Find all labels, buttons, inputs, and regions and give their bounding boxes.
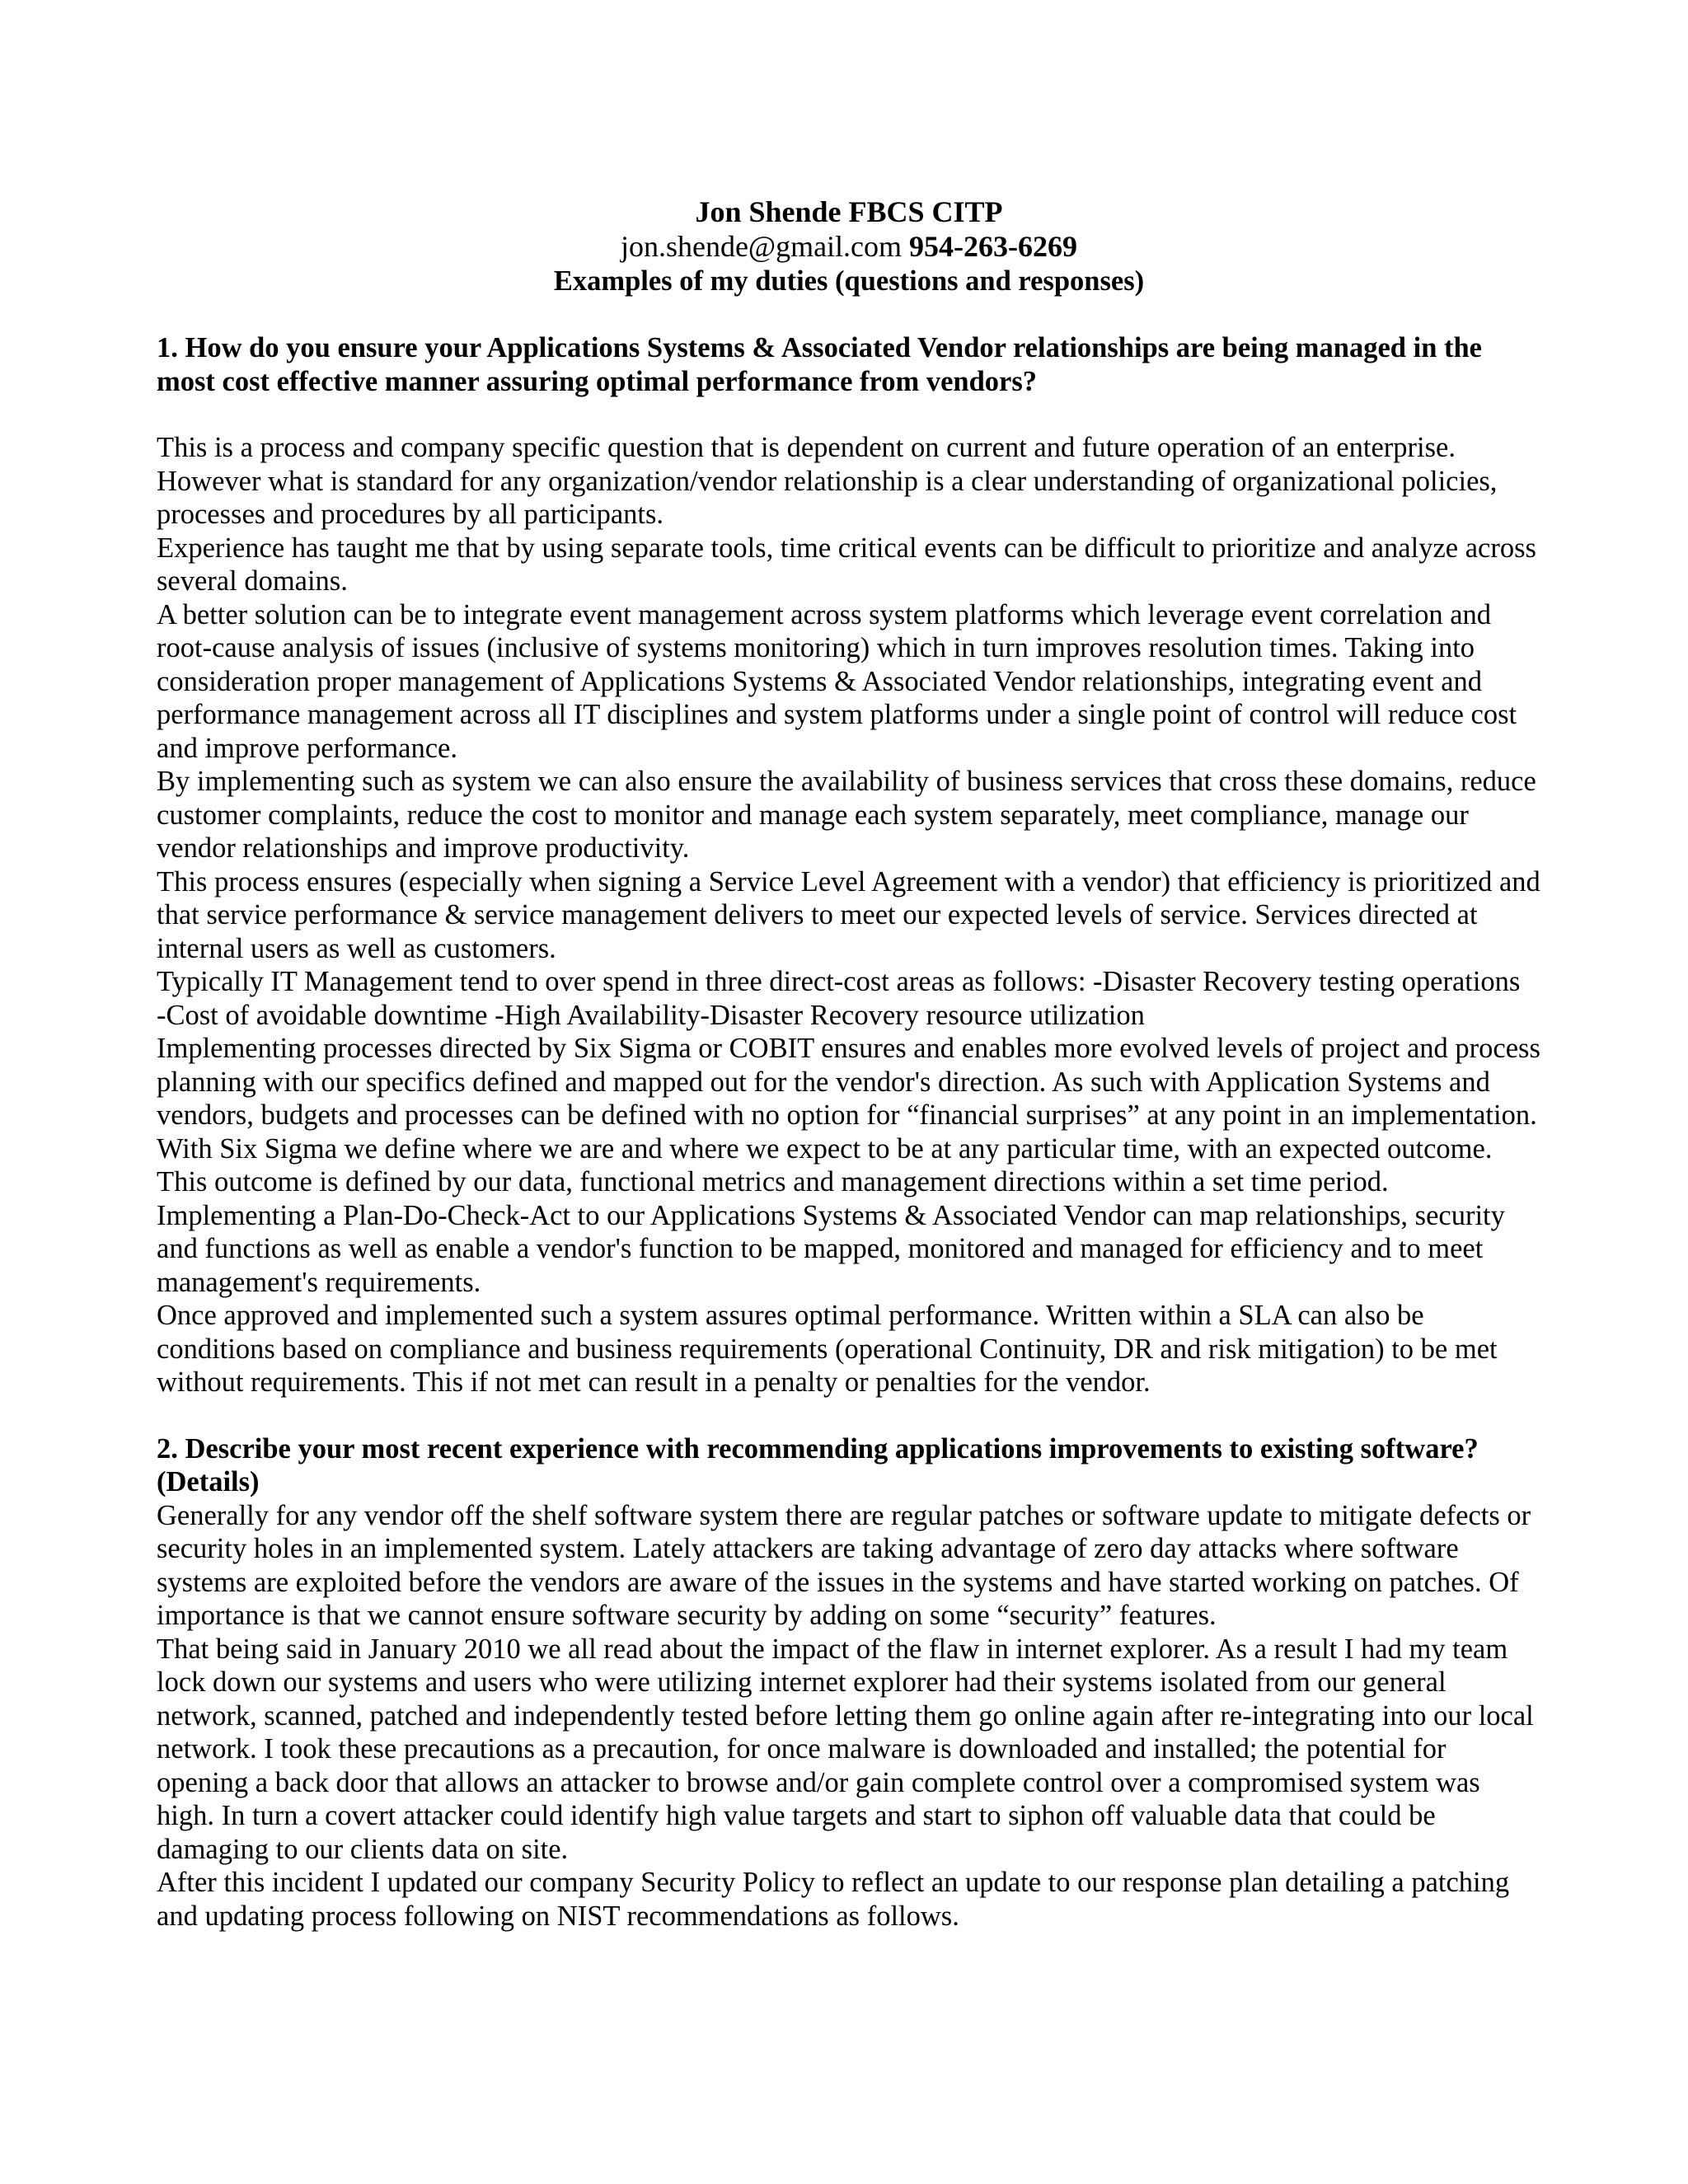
question-2-section xyxy=(157,1432,1541,1933)
spacer xyxy=(157,1399,1541,1432)
author-name: Jon Shende FBCS CITP xyxy=(695,195,1003,228)
question-2: 2. Describe your most recent experience with recommending applications improvements to existing software? (Details) xyxy=(157,1432,1479,1497)
question-1-section xyxy=(157,331,1541,1399)
q1-paragraph: By implementing such as system we can also ensure the availability of business services that cross these domains, reduce customer complaints, reduce the cost to monitor and manage each system separately, meet compliance, manage our vendor relationships and improve productivity. xyxy=(157,766,1536,864)
document-page xyxy=(157,194,1541,1933)
q1-paragraph: With Six Sigma we define where we are and where we expect to be at any particular time, with an expected outcome. This outcome is defined by our data, functional metrics and management directions within a set time period. xyxy=(157,1132,1493,1197)
q2-paragraph: That being said in January 2010 we all read about the impact of the flaw in internet explorer. As a result I had my team lock down our systems and users who were utilizing internet explorer had their systems isolated from our general network, scanned, patched and independently tested before letting them go online again after re-integrating into our local network. I took these precautions as a precaution, for once malware is downloaded and installed; the potential for opening a back door that allows an attacker to browse and/or gain complete control over a compromised system was high. In turn a covert attacker could identify high value targets and start to siphon off valuable data that could be damaging to our clients data on site. xyxy=(157,1633,1534,1865)
q1-paragraph: Implementing a Plan-Do-Check-Act to our Applications Systems & Associated Vendor can map relationships, security and functions as well as enable a vendor's function to be mapped, monitored and managed for efficiency and to meet management's requirements. xyxy=(157,1199,1505,1298)
q1-paragraph: Implementing processes directed by Six Sigma or COBIT ensures and enables more evolved levels of project and process planning with our specifics defined and mapped out for the vendor's direction. As such with Application Systems and vendors, budgets and processes can be defined with no option for “financial surprises” at any point in an implementation. xyxy=(157,1033,1540,1131)
q1-paragraph: Experience has taught me that by using separate tools, time critical events can be difficult to prioritize and analyze across several domains. xyxy=(157,532,1536,597)
author-email: jon.shende@gmail.com xyxy=(620,230,903,263)
spacer xyxy=(157,298,1541,331)
q1-paragraph: Once approved and implemented such a system assures optimal performance. Written within a SLA can also be conditions based on compliance and business requirements (operational Continuity, DR and risk mitigation) to be met without requirements. This if not met can result in a penalty or penalties for the vendor. xyxy=(157,1300,1498,1398)
q1-paragraph: A better solution can be to integrate event management across system platforms which leverage event correlation and root-cause analysis of issues (inclusive of systems monitoring) which in turn improves resolution times. Taking into consideration proper management of Applications Systems & Associated Vendor relationships, integrating event and performance management across all IT disciplines and system platforms under a single point of control will reduce cost and improve performance. xyxy=(157,598,1517,764)
q1-paragraph: This is a process and company specific question that is dependent on current and future operation of an enterprise. However what is standard for any organization/vendor relationship is a clear understanding of organizational policies, processes and procedures by all participants. xyxy=(157,432,1498,530)
q1-paragraph: This process ensures (especially when signing a Service Level Agreement with a vendor) that efficiency is prioritized and that service performance & service management delivers to meet our expected levels of service. Services directed at internal users as well as customers. xyxy=(157,865,1540,964)
document-subtitle: Examples of my duties (questions and responses) xyxy=(553,265,1145,297)
question-1: 1. How do you ensure your Applications Systems & Associated Vendor relationships are being managed in the most cost effective manner assuring optimal performance from vendors? xyxy=(157,332,1482,397)
document-header xyxy=(157,194,1541,298)
q2-paragraph: Generally for any vendor off the shelf software system there are regular patches or software update to mitigate defects or security holes in an implemented system. Lately attackers are taking advantage of zero day attacks where software systems are exploited before the vendors are aware of the issues in the systems and have started working on patches. Of importance is that we cannot ensure software security by adding on some “security” features. xyxy=(157,1499,1531,1631)
q1-paragraph: Typically IT Management tend to over spend in three direct-cost areas as follows: -Disaster Recovery testing operations xyxy=(157,966,1521,997)
q2-paragraph: After this incident I updated our company Security Policy to reflect an update to our response plan detailing a patching and updating process following on NIST recommendations as follows. xyxy=(157,1867,1510,1932)
spacer xyxy=(157,398,1541,431)
author-phone: 954-263-6269 xyxy=(909,230,1078,263)
contact-line xyxy=(157,229,1541,264)
q1-paragraph: -Cost of avoidable downtime -High Availability-Disaster Recovery resource utilization xyxy=(157,999,1145,1031)
